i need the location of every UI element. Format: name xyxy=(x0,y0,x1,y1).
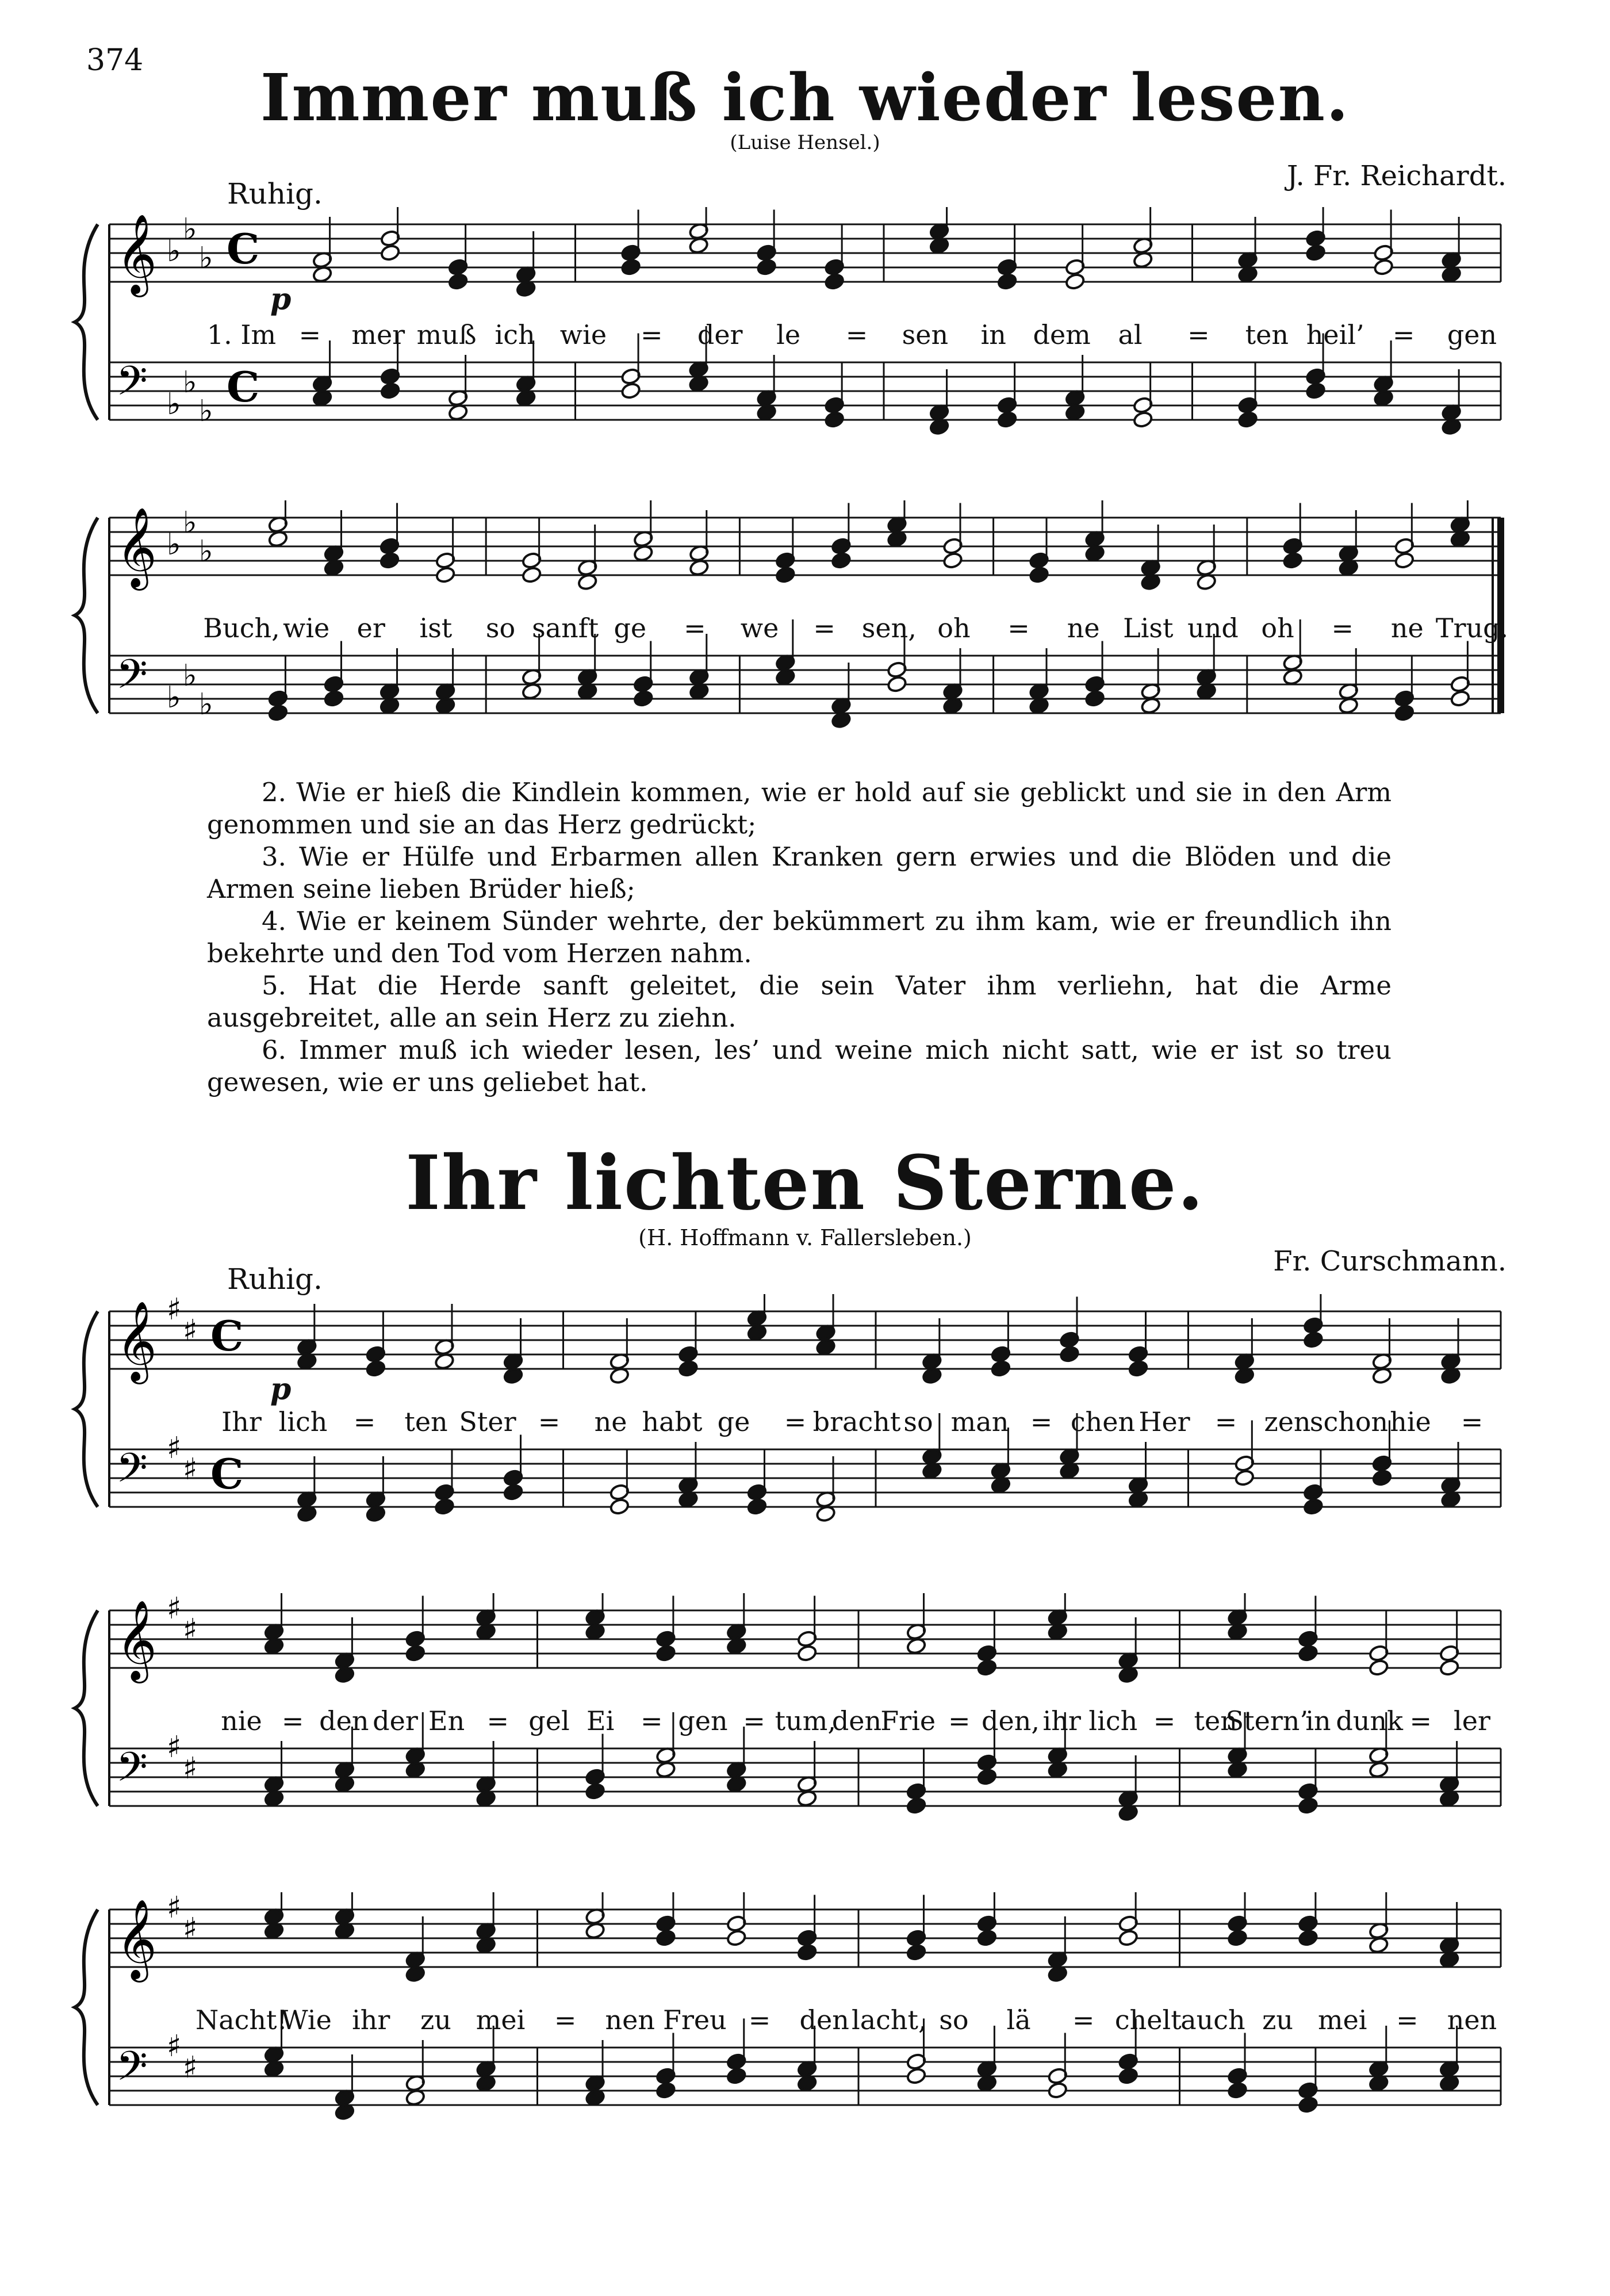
key-signature-icon: ♯ xyxy=(167,1730,182,1765)
notehead xyxy=(1227,2081,1248,2099)
notehead xyxy=(609,1498,630,1516)
key-signature-icon: ♯ xyxy=(167,1892,182,1925)
notehead xyxy=(997,411,1018,428)
notehead xyxy=(906,1943,927,1961)
notehead xyxy=(1372,1469,1393,1487)
lyric-syllable: chen xyxy=(1070,1406,1136,1437)
notehead xyxy=(380,244,401,262)
notehead xyxy=(797,1644,818,1662)
key-signature-icon: ♯ xyxy=(183,1751,198,1786)
lyric-syllable: ihr xyxy=(352,2004,390,2035)
lyric-syllable: habt xyxy=(642,1406,703,1437)
notehead xyxy=(1047,2081,1068,2099)
key-signature-icon: ♭ xyxy=(167,234,181,269)
lyric-syllable: = xyxy=(1030,1406,1053,1437)
lyric-syllable: ihr xyxy=(1042,1705,1081,1736)
song1-tempo: Ruhig. xyxy=(227,177,323,211)
lyric-syllable: ne xyxy=(594,1406,627,1437)
lyric-syllable: gen xyxy=(1447,319,1497,350)
brace xyxy=(75,1311,98,1507)
key-signature-icon: ♭ xyxy=(183,506,197,540)
key-signature-icon: ♭ xyxy=(167,387,181,422)
notehead xyxy=(1305,382,1326,400)
notehead xyxy=(997,273,1018,290)
notehead xyxy=(268,704,289,722)
notehead xyxy=(380,382,401,400)
notehead xyxy=(656,1644,676,1662)
notehead xyxy=(1133,411,1153,428)
lyric-syllable: ne xyxy=(1390,613,1424,644)
notehead xyxy=(1298,1644,1318,1662)
lyric-syllable: = xyxy=(1072,2004,1095,2035)
key-signature-icon: ♯ xyxy=(167,2029,182,2064)
lyric-syllable: Wie xyxy=(281,2004,332,2035)
notehead xyxy=(797,1943,818,1961)
notehead xyxy=(1298,1797,1318,1815)
song1-verses xyxy=(207,776,1392,1099)
lyric-syllable: den xyxy=(799,2004,849,2035)
lyric-syllable: = xyxy=(1409,1705,1432,1736)
lyric-syllable: so xyxy=(903,1406,933,1437)
lyric-syllable: List xyxy=(1123,613,1174,644)
notehead xyxy=(522,566,542,584)
verse-3: 3. Wie er Hülfe und Erbarmen allen Kranken gern erwies und die Blöden und die Armen seine lieben Brüder hieß; xyxy=(207,841,1392,904)
lyric-syllable: = xyxy=(845,319,868,350)
lyric-syllable: nen xyxy=(1447,2004,1497,2035)
treble-staff xyxy=(109,1311,1501,1369)
notehead xyxy=(726,2067,747,2085)
lyric-syllable: = xyxy=(1460,1406,1483,1437)
key-signature-icon: ♭ xyxy=(183,212,197,247)
lyric-syllable: Nacht! xyxy=(195,2004,288,2035)
notehead xyxy=(1298,1929,1318,1947)
lyric-syllable: und xyxy=(1187,613,1239,644)
notehead xyxy=(1373,258,1394,276)
notehead xyxy=(1298,2096,1318,2114)
key-signature-icon: ♯ xyxy=(183,1452,198,1487)
time-signature-icon: C xyxy=(210,1449,244,1498)
lyric-syllable: mer xyxy=(351,319,405,350)
lyric-syllable: ne xyxy=(1067,613,1100,644)
notehead xyxy=(977,1659,998,1677)
notehead xyxy=(1450,690,1471,707)
song1-title: Immer muß ich wieder lesen. xyxy=(260,60,1350,136)
lyric-syllable: = xyxy=(1007,613,1030,644)
notehead xyxy=(756,258,777,276)
notehead xyxy=(1118,2067,1138,2085)
notehead xyxy=(1227,1929,1248,1947)
notehead xyxy=(1305,244,1326,262)
lyric-syllable: oh xyxy=(1261,613,1294,644)
lyric-syllable: der xyxy=(373,1705,418,1736)
lyric-syllable: gen xyxy=(678,1705,728,1736)
lyric-syllable: al xyxy=(1118,319,1143,350)
lyric-syllable: En xyxy=(428,1705,465,1736)
lyric-syllable: = xyxy=(1392,319,1415,350)
lyric-syllable: = xyxy=(486,1705,509,1736)
time-signature-icon: C xyxy=(227,224,260,273)
lyric-syllable: = xyxy=(1187,319,1210,350)
lyric-syllable: lacht, xyxy=(851,2004,927,2035)
notehead xyxy=(977,1768,998,1786)
lyric-syllable: = xyxy=(748,2004,771,2035)
lyric-syllable: den, xyxy=(982,1705,1040,1736)
key-signature-icon: ♯ xyxy=(183,2050,198,2085)
verse-2: 2. Wie er hieß die Kindlein kommen, wie er hold auf sie geblickt und sie in den Arm genommen und sie an das Herz gedrückt; xyxy=(207,777,1392,840)
notehead xyxy=(1282,552,1303,569)
key-signature-icon: ♭ xyxy=(183,659,197,693)
verse-4: 4. Wie er keinem Sünder wehrte, der bekümmert zu ihm kam, wie er freundlich ihn bekehrte und den Tod vom Herzen nahm. xyxy=(207,906,1392,969)
lyric-syllable: Stern’ xyxy=(1225,1705,1309,1736)
page-number: 374 xyxy=(86,43,144,78)
verse-6: 6. Immer muß ich wieder lesen, les’ und weine mich nicht satt, wie er ist so treu gewesen, wie er uns geliebet hat. xyxy=(207,1035,1392,1097)
lyric-syllable: muß xyxy=(416,319,477,350)
song2-tempo: Ruhig. xyxy=(227,1262,323,1296)
time-signature-icon: C xyxy=(210,1311,244,1360)
notehead xyxy=(435,566,456,584)
lyric-syllable: lich xyxy=(278,1406,328,1437)
lyric-syllable: 1. Im xyxy=(206,319,277,350)
brace xyxy=(75,1610,98,1806)
song1-composer: J. Fr. Reichardt. xyxy=(1286,160,1506,192)
lyric-syllable: chelt xyxy=(1114,2004,1182,2035)
lyric-syllable: = xyxy=(298,319,321,350)
lyric-syllable: = xyxy=(641,319,663,350)
lyric-syllable: = xyxy=(538,1406,561,1437)
notehead xyxy=(1303,1331,1324,1349)
verse-5: 5. Hat die Herde sanft geleitet, die sein Vater ihm verliehn, hat die Arme ausgebreitet, alle an sein Herz zu ziehn. xyxy=(207,970,1392,1033)
lyric-syllable: ge xyxy=(614,613,647,644)
bass-clef-icon: 𝄢 xyxy=(116,1445,148,1502)
notehead xyxy=(620,258,641,276)
notehead xyxy=(977,1929,998,1947)
lyric-syllable: Buch, xyxy=(203,613,280,644)
lyric-syllable: Ster xyxy=(459,1406,516,1437)
key-signature-icon: ♭ xyxy=(167,527,181,562)
lyric-syllable: so xyxy=(939,2004,969,2035)
notehead xyxy=(633,690,654,707)
notehead xyxy=(1065,273,1086,290)
song2-title: Ihr lichten Sterne. xyxy=(405,1139,1205,1227)
notehead xyxy=(1059,1345,1080,1363)
lyric-syllable: sen, xyxy=(861,613,917,644)
key-signature-icon: ♯ xyxy=(167,1431,182,1465)
lyric-syllable: den xyxy=(319,1705,369,1736)
key-signature-icon: ♭ xyxy=(167,680,181,715)
notehead xyxy=(434,1498,455,1516)
lyric-syllable: lich xyxy=(1088,1705,1138,1736)
key-signature-icon: ♭ xyxy=(199,241,213,275)
lyric-syllable: nen xyxy=(605,2004,656,2035)
lyric-syllable: Freu xyxy=(663,2004,727,2035)
lyric-syllable: = xyxy=(281,1705,304,1736)
lyric-syllable: dem xyxy=(1033,319,1091,350)
key-signature-icon: ♯ xyxy=(183,1314,198,1348)
notehead xyxy=(1234,1469,1255,1487)
key-signature-icon: ♭ xyxy=(199,394,213,428)
notehead xyxy=(1394,704,1414,722)
lyric-syllable: wie xyxy=(559,319,607,350)
lyric-syllable: er xyxy=(356,613,385,644)
song2-poet: (H. Hoffmann v. Fallersleben.) xyxy=(638,1225,972,1250)
lyric-syllable: hie xyxy=(1390,1406,1431,1437)
lyric-syllable: = xyxy=(353,1406,376,1437)
lyric-syllable: zen xyxy=(1264,1406,1311,1437)
lyric-syllable: ten xyxy=(1194,1705,1237,1736)
notehead xyxy=(503,1483,524,1501)
treble-clef-icon: 𝄞 xyxy=(116,1600,157,1680)
key-signature-icon: ♭ xyxy=(199,687,213,722)
lyric-syllable: wie xyxy=(282,613,330,644)
brace xyxy=(75,224,98,420)
key-signature-icon: ♭ xyxy=(183,365,197,400)
lyric-syllable: zu xyxy=(420,2004,451,2035)
lyric-syllable: man xyxy=(950,1406,1009,1437)
bass-staff xyxy=(109,1449,1501,1507)
lyric-syllable: nie xyxy=(221,1705,262,1736)
lyric-syllable: le xyxy=(776,319,801,350)
brace xyxy=(75,518,98,713)
notehead xyxy=(747,1498,768,1516)
lyric-syllable: ten xyxy=(404,1406,448,1437)
lyric-syllable: mei xyxy=(1317,2004,1367,2035)
lyric-syllable: Her xyxy=(1138,1406,1190,1437)
lyric-syllable: lä xyxy=(1006,2004,1031,2035)
notehead xyxy=(1084,690,1105,707)
lyric-syllable: so xyxy=(485,613,516,644)
lyric-syllable: = xyxy=(784,1406,807,1437)
notehead xyxy=(656,2081,676,2099)
notehead xyxy=(366,1360,386,1377)
lyric-syllable: den xyxy=(831,1705,882,1736)
notehead xyxy=(726,1929,747,1947)
notehead xyxy=(324,690,344,707)
notehead xyxy=(656,1929,676,1947)
treble-clef-icon: 𝄞 xyxy=(116,214,157,294)
song1-poet: (Luise Hensel.) xyxy=(730,131,880,154)
notehead xyxy=(831,552,852,569)
bass-clef-icon: 𝄢 xyxy=(116,2043,148,2100)
lyric-syllable: auch xyxy=(1180,2004,1245,2035)
lyric-syllable: = xyxy=(743,1705,765,1736)
lyric-syllable: heil’ xyxy=(1306,319,1364,350)
notehead xyxy=(1029,566,1049,584)
treble-clef-icon: 𝄞 xyxy=(116,1301,157,1381)
bass-staff xyxy=(109,362,1501,420)
bass-clef-icon: 𝄢 xyxy=(116,1744,148,1801)
notehead xyxy=(1237,411,1258,428)
lyric-syllable: mei xyxy=(476,2004,526,2035)
lyric-syllable: = xyxy=(948,1705,971,1736)
song2-composer: Fr. Curschmann. xyxy=(1273,1245,1506,1277)
key-signature-icon: ♯ xyxy=(183,1613,198,1647)
notehead xyxy=(585,1782,605,1800)
lyric-syllable: ge xyxy=(717,1406,750,1437)
lyric-syllable: = xyxy=(1153,1705,1176,1736)
lyric-syllable: = xyxy=(554,2004,577,2035)
notehead xyxy=(448,273,469,290)
lyric-syllable: we xyxy=(740,613,779,644)
lyric-syllable: ich xyxy=(494,319,535,350)
lyric-syllable: = xyxy=(684,613,706,644)
lyric-syllable: schon xyxy=(1309,1406,1389,1437)
notehead xyxy=(379,552,400,569)
notehead xyxy=(991,1360,1011,1377)
notehead xyxy=(1303,1498,1324,1516)
lyric-syllable: sen xyxy=(902,319,949,350)
lyric-syllable: = xyxy=(813,613,835,644)
lyric-syllable: ist xyxy=(419,613,453,644)
lyric-syllable: gel xyxy=(528,1705,570,1736)
notehead xyxy=(1394,552,1414,569)
notehead xyxy=(620,382,641,400)
lyric-syllable: der xyxy=(697,319,743,350)
notehead xyxy=(887,675,907,693)
notehead xyxy=(824,411,845,428)
key-signature-icon: ♯ xyxy=(167,1294,182,1327)
time-signature-icon: C xyxy=(227,362,260,411)
notehead xyxy=(1368,1659,1389,1677)
song2-dynamic: p xyxy=(270,1372,292,1407)
lyric-syllable: = xyxy=(1396,2004,1419,2035)
treble-clef-icon: 𝄞 xyxy=(116,507,157,587)
key-signature-icon: ♯ xyxy=(183,1912,198,1946)
key-signature-icon: ♯ xyxy=(167,1593,182,1626)
key-signature-icon: ♭ xyxy=(199,534,213,569)
notehead xyxy=(906,1797,927,1815)
notehead xyxy=(678,1360,699,1377)
notehead xyxy=(775,566,796,584)
brace xyxy=(75,1909,98,2105)
lyric-syllable: Frie xyxy=(880,1705,936,1736)
notehead xyxy=(405,1644,425,1662)
lyric-syllable: dunk xyxy=(1336,1705,1403,1736)
lyric-syllable: = xyxy=(1331,613,1354,644)
lyric-syllable: bracht xyxy=(812,1406,901,1437)
lyric-syllable: oh xyxy=(937,613,971,644)
lyric-syllable: ler xyxy=(1454,1705,1490,1736)
notehead xyxy=(1439,1659,1460,1677)
lyric-syllable: tum, xyxy=(775,1705,837,1736)
notehead xyxy=(824,273,845,290)
treble-clef-icon: 𝄞 xyxy=(116,1899,157,1979)
bass-clef-icon: 𝄢 xyxy=(116,358,148,415)
bass-clef-icon: 𝄢 xyxy=(116,651,148,708)
lyric-syllable: in xyxy=(980,319,1006,350)
lyric-syllable: Ei xyxy=(586,1705,615,1736)
song1-dynamic: p xyxy=(270,282,292,317)
lyric-syllable: zu xyxy=(1262,2004,1294,2035)
lyric-syllable: Ihr xyxy=(221,1406,262,1437)
notehead xyxy=(1118,1929,1138,1947)
notehead xyxy=(942,552,963,569)
lyric-syllable: ten xyxy=(1245,319,1289,350)
lyric-syllable: = xyxy=(1214,1406,1237,1437)
notehead xyxy=(906,2067,927,2085)
lyric-syllable: sanft xyxy=(532,613,599,644)
lyric-syllable: Trug. xyxy=(1435,613,1509,644)
notehead xyxy=(1128,1360,1149,1377)
lyric-syllable: = xyxy=(641,1705,663,1736)
lyric-syllable: in xyxy=(1305,1705,1331,1736)
